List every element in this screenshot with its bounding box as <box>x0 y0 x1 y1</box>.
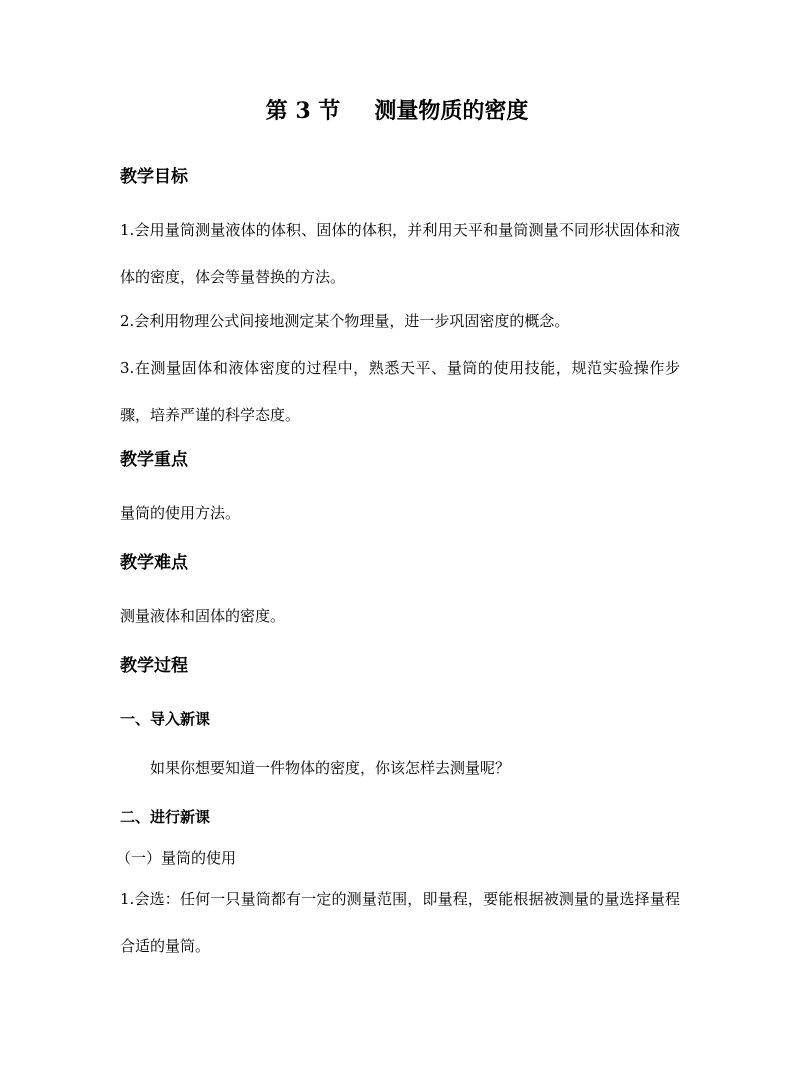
goals-heading: 教学目标 <box>120 167 188 187</box>
goal-1: 1.会用量筒测量液体的体积、固体的体积，并利用天平和量筒测量不同形状固体和液体的密度，体会等量替换的方法。 <box>120 221 680 286</box>
difficulty-text: 测量液体和固体的密度。 <box>120 607 286 625</box>
subsection-1-heading: （一）量筒的使用 <box>116 849 237 867</box>
goal-2: 2.会利用物理公式间接地测定某个物理量，进一步巩固密度的概念。 <box>120 312 570 330</box>
page-title <box>0 96 794 126</box>
goal-3: 3.在测量固体和液体密度的过程中，熟悉天平、量筒的使用技能，规范实验操作步骤，培养严谨的科学态度。 <box>120 359 680 424</box>
title-topic: 测量物质的密度 <box>374 98 529 124</box>
section-2-heading: 二、进行新课 <box>120 808 211 826</box>
key-text: 量筒的使用方法。 <box>120 504 241 522</box>
process-heading: 教学过程 <box>120 656 188 676</box>
point-1: 1.会选：任何一只量筒都有一定的测量范围，即量程，要能根据被测量的量选择量程合适的量筒。 <box>120 890 680 955</box>
title-chapter: 第 3 节 <box>265 98 341 124</box>
section-1-heading: 一、导入新课 <box>120 710 211 728</box>
key-heading: 教学重点 <box>120 450 188 470</box>
section-1-text: 如果你想要知道一件物体的密度，你该怎样去测量呢？ <box>150 759 511 777</box>
difficulty-heading: 教学难点 <box>120 553 188 573</box>
